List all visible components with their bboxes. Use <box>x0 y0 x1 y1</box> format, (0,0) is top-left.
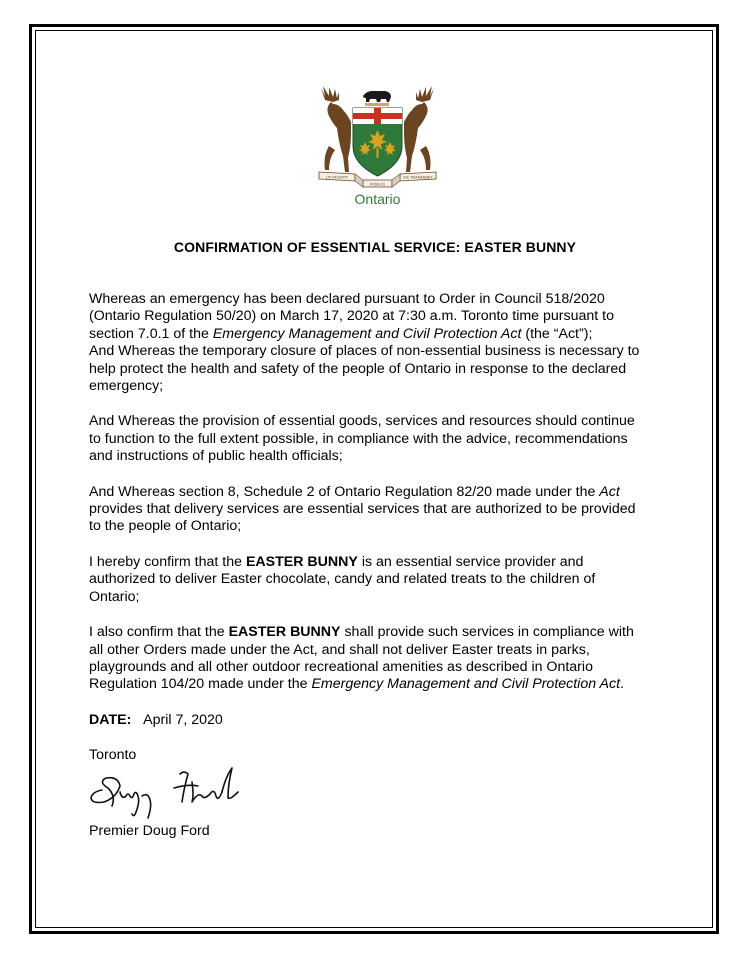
signature <box>88 762 258 824</box>
motto-right: SIC PERMANET <box>402 174 434 180</box>
ontario-wordmark: Ontario <box>354 191 401 207</box>
paragraph-compliance: I also confirm that the EASTER BUNNY shall provide such services in compliance with all other Orders made under the Act, and shall not deliver Easter treats in parks, playgrounds and all other outdoor recreational amenities as described in Ontario Regulation 104/20 made under the Emergency Management and Civil Protection Act. <box>89 624 634 693</box>
place: Toronto <box>89 747 137 764</box>
paragraph-delivery-services: And Whereas section 8, Schedule 2 of Ontario Regulation 82/20 made under the Act provides that delivery services are essential services that are authorized to be provided to the people of Ontario; <box>89 483 636 535</box>
motto-left: UT INCEPIT <box>325 174 349 180</box>
date-label: DATE: <box>89 711 132 728</box>
act-name: Emergency Management and Civil Protection Act <box>212 325 522 342</box>
document-body <box>89 291 669 765</box>
signer-name: Premier Doug Ford <box>89 823 210 839</box>
motto-center: FIDELIS <box>369 181 386 187</box>
paragraph-confirmation: I hereby confirm that the EASTER BUNNY is an essential service provider and authorized to deliver Easter chocolate, candy and related treats to the children of Ontario; <box>89 553 596 605</box>
date-value: April 7, 2020 <box>143 711 223 728</box>
ontario-coat-of-arms-logo <box>315 84 440 212</box>
paragraph-essential-goods: And Whereas the provision of essential goods, services and resources should continue to function to the full extent possible, in compliance with the advice, recommendations and instructions of public health officials; <box>89 413 635 465</box>
easter-bunny-name: EASTER BUNNY <box>245 553 358 570</box>
document-title: CONFIRMATION OF ESSENTIAL SERVICE: EASTER BUNNY <box>173 239 577 255</box>
paragraph-whereas-emergency: Whereas an emergency has been declared pursuant to Order in Council 518/2020 (Ontario Regulation 50/20) on March 17, 2020 at 7:30 a.m. Toronto time pursuant to section 7.0.1 of the Emergency Management and Civil Protection Act (the “Act”); And Whereas the temporary closure of places of non-essential business is necessary to help protect the health and safety of the people of Ontario in response to the declared emergency; <box>89 291 640 395</box>
date-line <box>89 712 669 729</box>
